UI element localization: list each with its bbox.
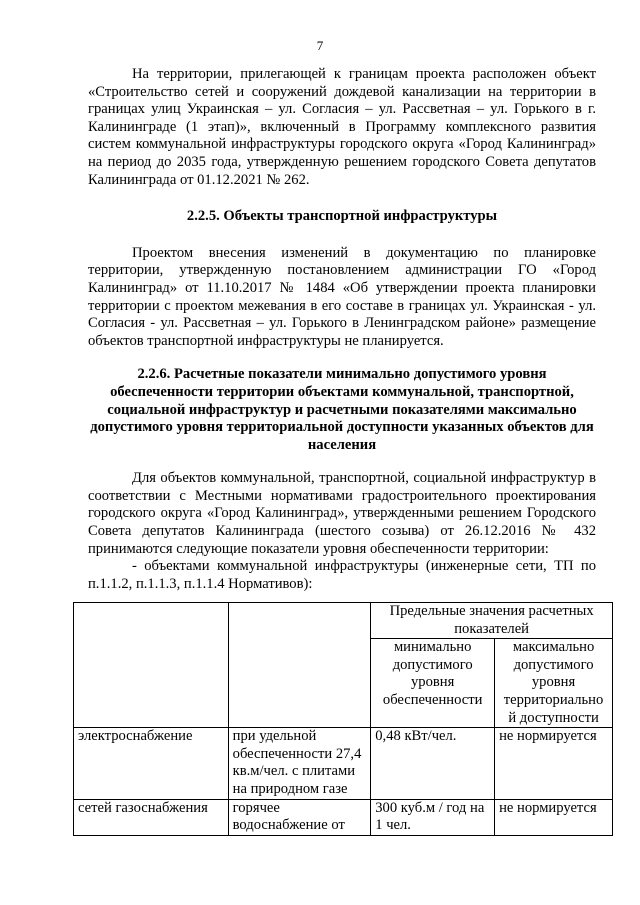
table-cell: не нормируется [495, 728, 613, 799]
table-header-empty-1 [74, 603, 229, 728]
page-number: 7 [316, 38, 324, 53]
paragraph-stormwater: На территории, прилегающей к границам проекта расположен объект «Строительство сетей и сооружений дождевой канализации на территории в границах улиц Украинская – ул. Согласия – ул. Рассветная – ул. Горького в г. Калининграде (1 этап)», включенный в Программу комплексного развития систем коммунальной инфраструктуры городского округа «Город Калининград» на период до 2035 года, утвержденную решением городского Совета депутатов Калининграда от 01.12.2021 № 262. [88, 66, 596, 188]
table-header-min: минимально допустимого уровня обеспеченности [371, 639, 495, 728]
indicators-table [73, 602, 613, 836]
section-heading-transport: 2.2.5. Объекты транспортной инфраструктуры [186, 208, 498, 225]
paragraph-norms: Для объектов коммунальной, транспортной, социальной инфраструктур в соответствии с Местными нормативами градостроительного проектирования городского округа «Город Калининград», утвержденными решением Городского Совета депутатов Калининграда (шестого созыва) от 26.12.2016 № 432 принимаются следующие показатели уровня обеспеченности территории: [88, 470, 596, 557]
table-cell: не нормируется [495, 799, 613, 835]
table-cell: электроснабжение [74, 728, 229, 799]
table-cell: 0,48 кВт/чел. [371, 728, 495, 799]
table-header-empty-2 [228, 603, 371, 728]
table-header-max: максимально допустимого уровня территориально й доступности [495, 639, 613, 728]
section-heading-indicators: 2.2.6. Расчетные показатели минимально допустимого уровня обеспеченности территории объектами коммунальной, транспортной, социальной инфраструктур и расчетными показателями максимально допустимого уровня территориальной доступности указанных объектов для населения [90, 366, 594, 453]
paragraph-transport: Проектом внесения изменений в документацию по планировке территории, утвержденную постановлением администрации ГО «Город Калининград» от 11.10.2017 № 1484 «Об утверждении проекта планировки территории с проектом межевания в его составе в границах ул. Украинская - ул. Согласия - ул. Рассветная – ул. Горького в Ленинградском районе» размещение объектов транспортной инфраструктуры не планируется. [88, 244, 596, 349]
table-header-group: Предельные значения расчетных показателей [371, 603, 613, 639]
table-header-row [74, 603, 613, 639]
table-cell: горячее водоснабжение от [228, 799, 371, 835]
paragraph-utilities: - объектами коммунальной инфраструктуры (инженерные сети, ТП по п.1.1.2, п.1.1.3, п.1.1.4 Нормативов): [88, 558, 596, 592]
table-cell: 300 куб.м / год на 1 чел. [371, 799, 495, 835]
document-body [88, 66, 596, 593]
table-row [74, 728, 613, 799]
table-row [74, 799, 613, 835]
table-cell: сетей газоснабжения [74, 799, 229, 835]
table-cell: при удельной обеспеченности 27,4 кв.м/чел. с плитами на природном газе [228, 728, 371, 799]
